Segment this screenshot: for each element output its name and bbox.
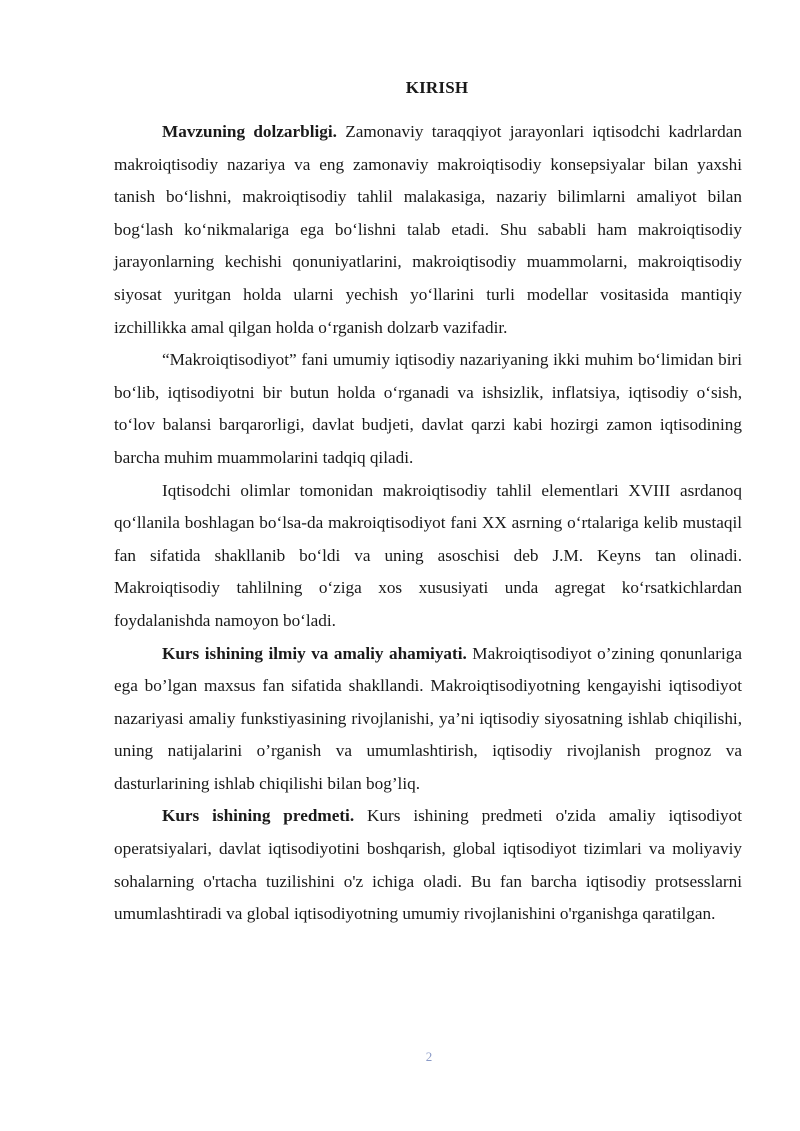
paragraph-heading: Mavzuning dolzarbligi. [162, 122, 337, 141]
paragraph-heading: Kurs ishining predmeti. [162, 806, 355, 826]
paragraph-text: Makroiqtisodiyot o’zining qonunlariga ega bo’lgan maxsus fan sifatida shakllandi. Makroiqtisodiyotning kengayishi iqtisodiyot nazariyasi amaliy funkstiyasining rivojlanishi, ya’ni iqtisodiy siyosatning ishlab chiqilishi, uning natijalarini o’rganish va umumlashtirish, iqtisodiy rivojlanish prognoz va dasturlarining ishlab chiqilishi bilan bog’liq. [114, 643, 742, 793]
page-title: KIRISH [405, 78, 469, 97]
paragraph-text: Kurs ishining predmeti o'zida amaliy iqtisodiyot operatsiyalari, davlat iqtisodiyotini boshqarish, global iqtisodiyot tizimlari va moliyaviy sohalarning o'rtacha tuzilishini o'z ichiga oladi. Bu fan barcha iqtisodiy protsesslarni umumlashtiradi va global iqtisodiyotning umumiy rivojlanishini o'rganishga qaratilgan. [114, 806, 742, 924]
paragraph-significance [114, 638, 742, 801]
paragraph-text: “Makroiqtisodiyot” fani umumiy iqtisodiy nazariyaning ikki muhim bo‘limidan biri bo‘lib, iqtisodiyotni bir butun holda o‘rganadi va ishsizlik, inflatsiya, iqtisodiy o‘sish, to‘lov balansi barqarorligi, davlat budjeti, davlat qarzi kabi hozirgi zamon iqtisodining barcha muhim muammolarini tadqiq qiladi. [114, 350, 742, 467]
paragraph-history [114, 475, 742, 638]
paragraph-macroeconomics [114, 344, 742, 474]
paragraph-heading: Kurs ishining ilmiy va amaliy ahamiyati. [162, 643, 467, 663]
paragraph-text: Zamonaviy taraqqiyot jarayonlari iqtisodchi kadrlardan makroiqtisodiy nazariya va eng zamonaviy makroiqtisodiy konsepsiyalar bilan yaxshi tanish bo‘lishni, makroiqtisodiy tahlil malakasiga, nazariy bilimlarni amaliyot bilan bog‘lash ko‘nikmalariga ega bo‘lishni talab etadi. Shu sababli ham makroiqtisodiy jarayonlarning kechishi qonuniyatlarini, makroiqtisodiy muammolarni, makroiqtisodiy siyosat yuritgan holda ularni yechish yo‘llarini turli modellar vositasida mantiqiy izchillikka amal qilgan holda o‘rganish dolzarb vazifadir. [114, 122, 742, 337]
paragraph-relevance [114, 116, 742, 344]
paragraph-text: Iqtisodchi olimlar tomonidan makroiqtisodiy tahlil elementlari XVIII asrdanoq qo‘llanila boshlagan bo‘lsa-da makroiqtisodiyot fani XX asrning o‘rtalariga kelib mustaqil fan sifatida shakllanib bo‘ldi va uning asoschisi deb J.M. Keyns tan olinadi. Makroiqtisodiy tahlilning o‘ziga xos xususiyati unda agregat ko‘rsatkichlardan foydalanishda namoyon bo‘ladi. [114, 480, 742, 630]
paragraph-subject [114, 800, 742, 930]
page-number: 2 [425, 1049, 433, 1064]
document-body [114, 116, 742, 931]
